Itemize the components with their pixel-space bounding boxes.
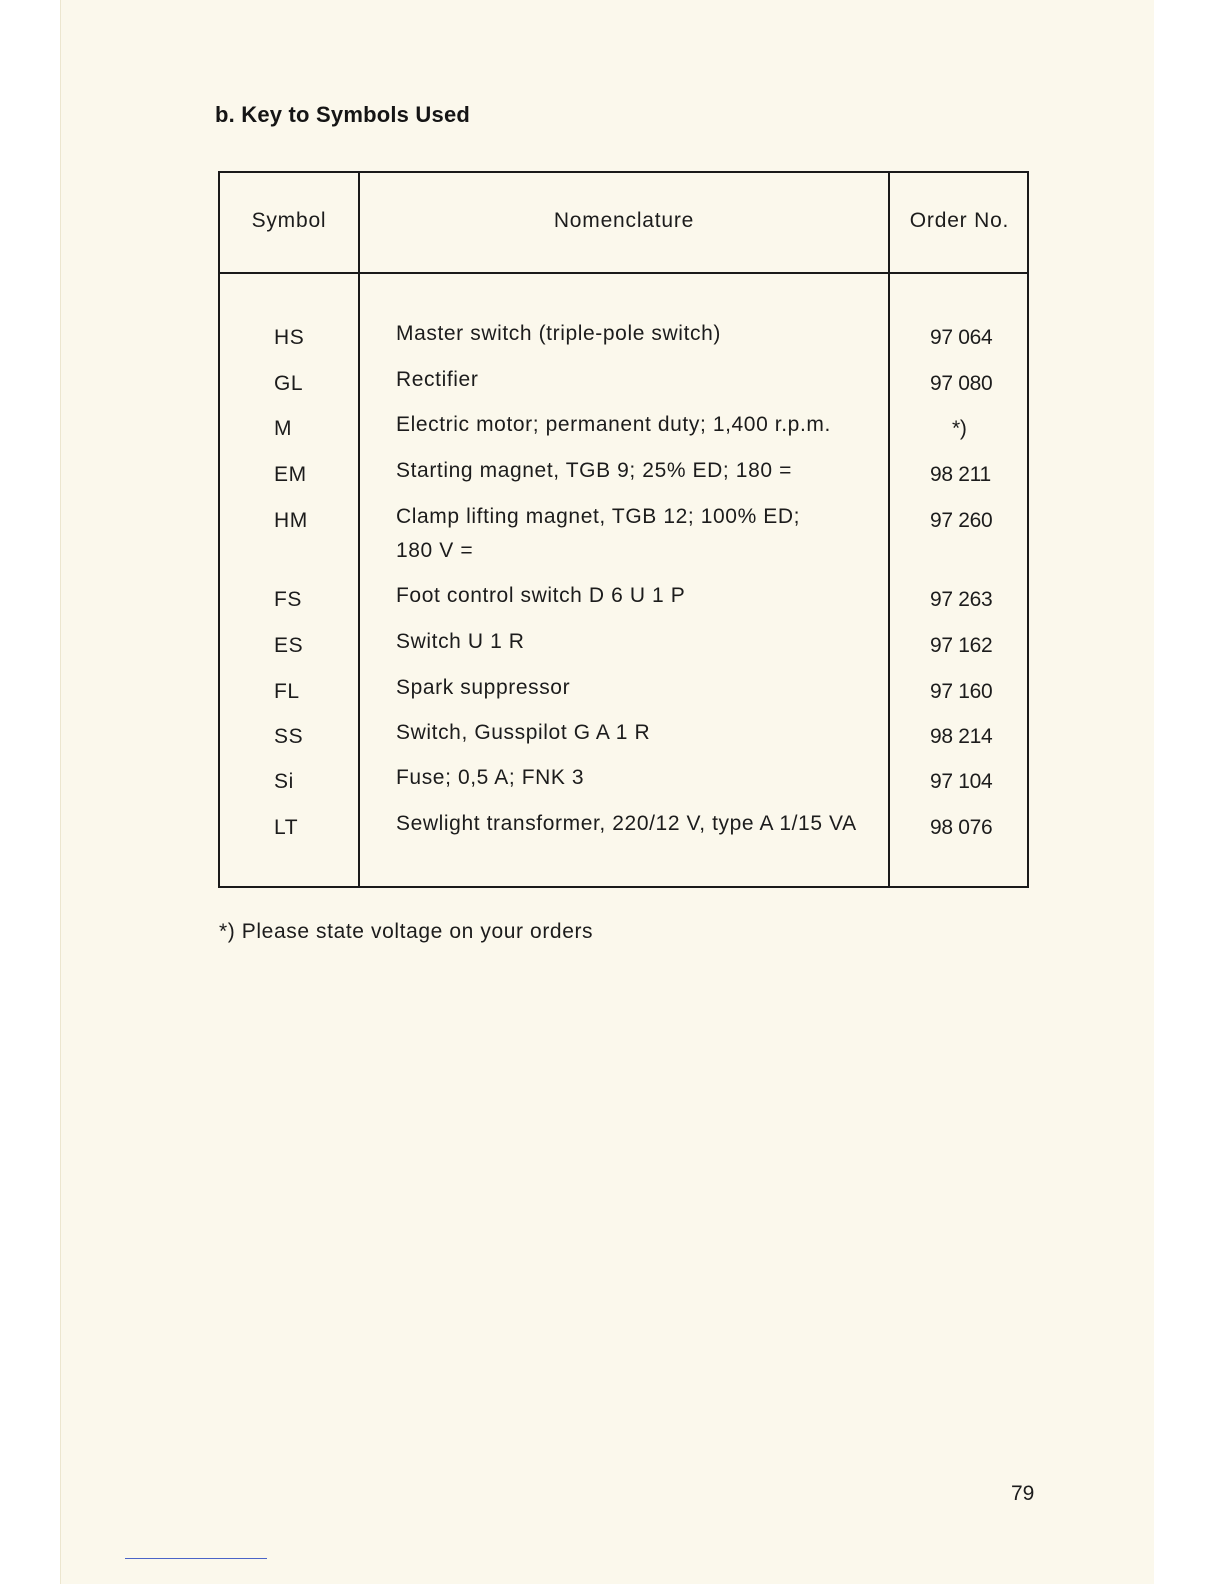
- row-nomenclature: Clamp lifting magnet, TGB 12; 100% ED; 180 V =: [396, 505, 801, 562]
- row-symbol: SS: [274, 725, 304, 748]
- footnote: *) Please state voltage on your orders: [219, 920, 594, 943]
- row-symbol: ES: [274, 634, 304, 657]
- row-order-no: 97 064: [930, 326, 993, 349]
- row-order-no: 97 263: [930, 588, 993, 611]
- symbols-table: [218, 171, 1029, 888]
- row-symbol: Si: [274, 770, 294, 793]
- row-order-no: 97 160: [930, 680, 993, 703]
- row-symbol: GL: [274, 372, 304, 395]
- scan-edge-line: [125, 1558, 267, 1559]
- row-order-no: *): [952, 417, 967, 440]
- row-symbol: M: [274, 417, 293, 440]
- row-symbol: FL: [274, 680, 300, 703]
- row-order-no: 97 104: [930, 770, 993, 793]
- row-order-no: 98 214: [930, 725, 993, 748]
- row-nomenclature: Master switch (triple-pole switch): [396, 322, 721, 345]
- row-symbol: HS: [274, 326, 305, 349]
- row-symbol: EM: [274, 463, 307, 486]
- page-number: 79: [1011, 1482, 1035, 1505]
- row-order-no: 98 211: [930, 463, 991, 486]
- row-nomenclature: Starting magnet, TGB 9; 25% ED; 180 =: [396, 459, 792, 482]
- row-nomenclature: Switch U 1 R: [396, 630, 525, 653]
- header-nomenclature: Nomenclature: [553, 209, 695, 232]
- row-order-no: 97 162: [930, 634, 993, 657]
- row-symbol: LT: [274, 816, 299, 839]
- row-nomenclature: Sewlight transformer, 220/12 V, type A 1/15 VA: [396, 812, 857, 835]
- row-order-no: 98 076: [930, 816, 993, 839]
- row-nomenclature: Switch, Gusspilot G A 1 R: [396, 721, 651, 744]
- row-nomenclature: Fuse; 0,5 A; FNK 3: [396, 766, 585, 789]
- row-nomenclature: Electric motor; permanent duty; 1,400 r.p.m.: [396, 413, 831, 436]
- header-order-no: Order No.: [909, 209, 1010, 232]
- row-nomenclature: Rectifier: [396, 368, 479, 391]
- row-order-no: 97 260: [930, 509, 993, 532]
- header-symbol: Symbol: [251, 209, 327, 232]
- row-symbol: FS: [274, 588, 303, 611]
- row-order-no: 97 080: [930, 372, 993, 395]
- row-nomenclature: Spark suppressor: [396, 676, 571, 699]
- row-symbol: HM: [274, 509, 308, 532]
- table-body: [220, 173, 1027, 886]
- row-nomenclature: Foot control switch D 6 U 1 P: [396, 584, 686, 607]
- section-heading: b. Key to Symbols Used: [215, 102, 471, 127]
